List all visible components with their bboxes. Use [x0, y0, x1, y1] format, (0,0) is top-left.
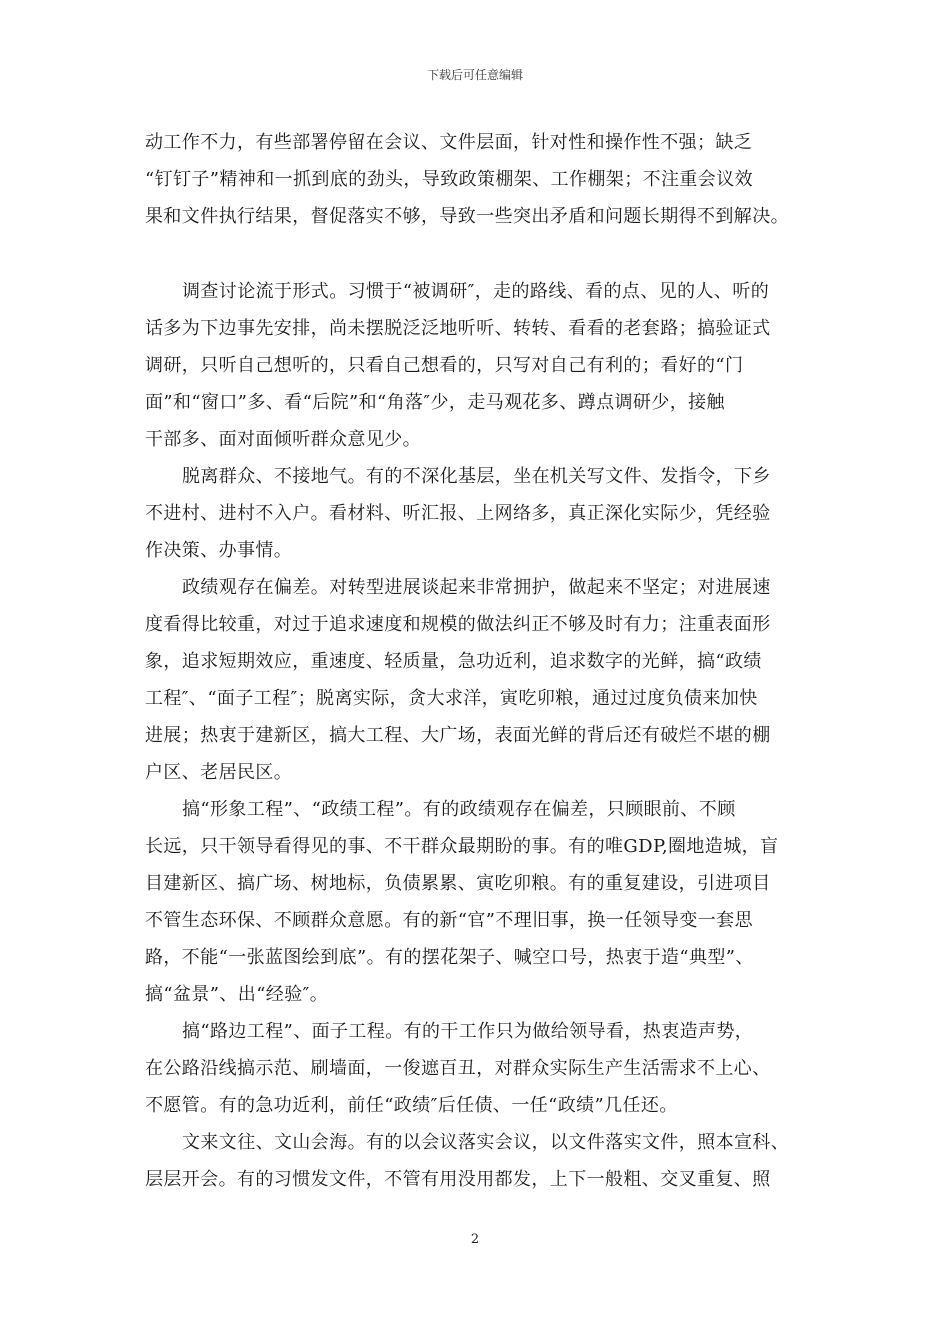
text-line: 干部多、面对面倾听群众意见少。	[145, 429, 421, 450]
text-line: 长远，只干领导看得见的事、不干群众最期盼的事。有的唯GDP,圈地造城，盲	[145, 836, 779, 857]
document-body	[145, 124, 835, 1198]
paragraph-first-line: 调查讨论流于形式。习惯于“被调研″，走的路线、看的点、见的人、听的	[182, 281, 770, 302]
text-line: 搞“盆景”、出“经验″。	[145, 984, 329, 1005]
text-line: 调研，只听自己想听的，只看自己想看的，只写对自己有利的；看好的“门	[145, 355, 744, 376]
text-line: 路，不能“一张蓝图绘到底”。有的摆花架子、喊空口号，热衷于造“典型”、	[145, 947, 754, 968]
page-number: 2	[470, 1232, 480, 1247]
paragraph-first-line: 文来文往、文山会海。有的以会议落实会议，以文件落实文件，照本宣科、	[182, 1132, 790, 1153]
text-line: 动工作不力，有些部署停留在会议、文件层面，针对性和操作性不强；缺乏	[145, 132, 753, 153]
text-line: 作决策、办事情。	[145, 540, 293, 561]
paragraph-first-line: 搞“路边工程”、面子工程。有的干工作只为做给领导看，热衷造声势，	[182, 1021, 754, 1042]
paragraph-first-line: 搞“形象工程”、“政绩工程”。有的政绩观存在偏差，只顾眼前、不顾	[182, 799, 736, 820]
paragraph-gap	[145, 235, 835, 273]
text-line: 面”和“窗口”多、看“后院”和“角落″少，走马观花多、蹲点调研少，接触	[145, 392, 725, 413]
text-line: 进展；热衷于建新区，搞大工程、大广场，表面光鲜的背后还有破烂不堪的棚	[145, 725, 771, 746]
paragraph-first-line: 政绩观存在偏差。对转型进展谈起来非常拥护，做起来不坚定；对进展速	[182, 577, 771, 598]
text-line: 度看得比较重，对过于追求速度和规模的做法纠正不够及时有力；注重表面形	[145, 614, 771, 635]
text-line: 目建新区、搞广场、树地标，负债累累、寅吃卯粮。有的重复建设，引进项目	[145, 873, 771, 894]
text-line: 话多为下边事先安排，尚未摆脱泛泛地听听、转转、看看的老套路；搞验证式	[145, 318, 771, 339]
text-line: 不进村、进村不入户。看材料、听汇报、上网络多，真正深化实际少，凭经验	[145, 503, 771, 524]
text-line: 层层开会。有的习惯发文件，不管有用没用都发，上下一般粗、交叉重复、照	[145, 1169, 771, 1190]
text-line: 果和文件执行结果，督促落实不够，导致一些突出矛盾和问题长期得不到解决。	[145, 206, 789, 227]
text-line: 工程″、“面子工程″；脱离实际，贪大求洋，寅吃卯粮，通过过度负债来加快	[145, 688, 758, 709]
text-line: 象，追求短期效应，重速度、轻质量，急功近利，追求数字的光鲜，搞“政绩	[145, 651, 762, 672]
text-line: 户区、老居民区。	[145, 762, 293, 783]
text-line: 在公路沿线搞示范、刷墙面，一俊遮百丑，对群众实际生产生活需求不上心、	[145, 1058, 771, 1079]
text-line: 不愿管。有的急功近利，前任“政绩″后任债、一任“政绩”几任还。	[145, 1095, 678, 1116]
text-line: “钉钉子”精神和一抓到底的劲头，导致政策棚架、工作棚架；不注重会议效	[145, 169, 754, 190]
page-header: 下载后可任意编辑	[426, 68, 523, 82]
paragraph-first-line: 脱离群众、不接地气。有的不深化基层，坐在机关写文件、发指令，下乡	[182, 466, 771, 487]
text-line: 不管生态环保、不顾群众意愿。有的新“官”不理旧事，换一任领导变一套思	[145, 910, 754, 931]
